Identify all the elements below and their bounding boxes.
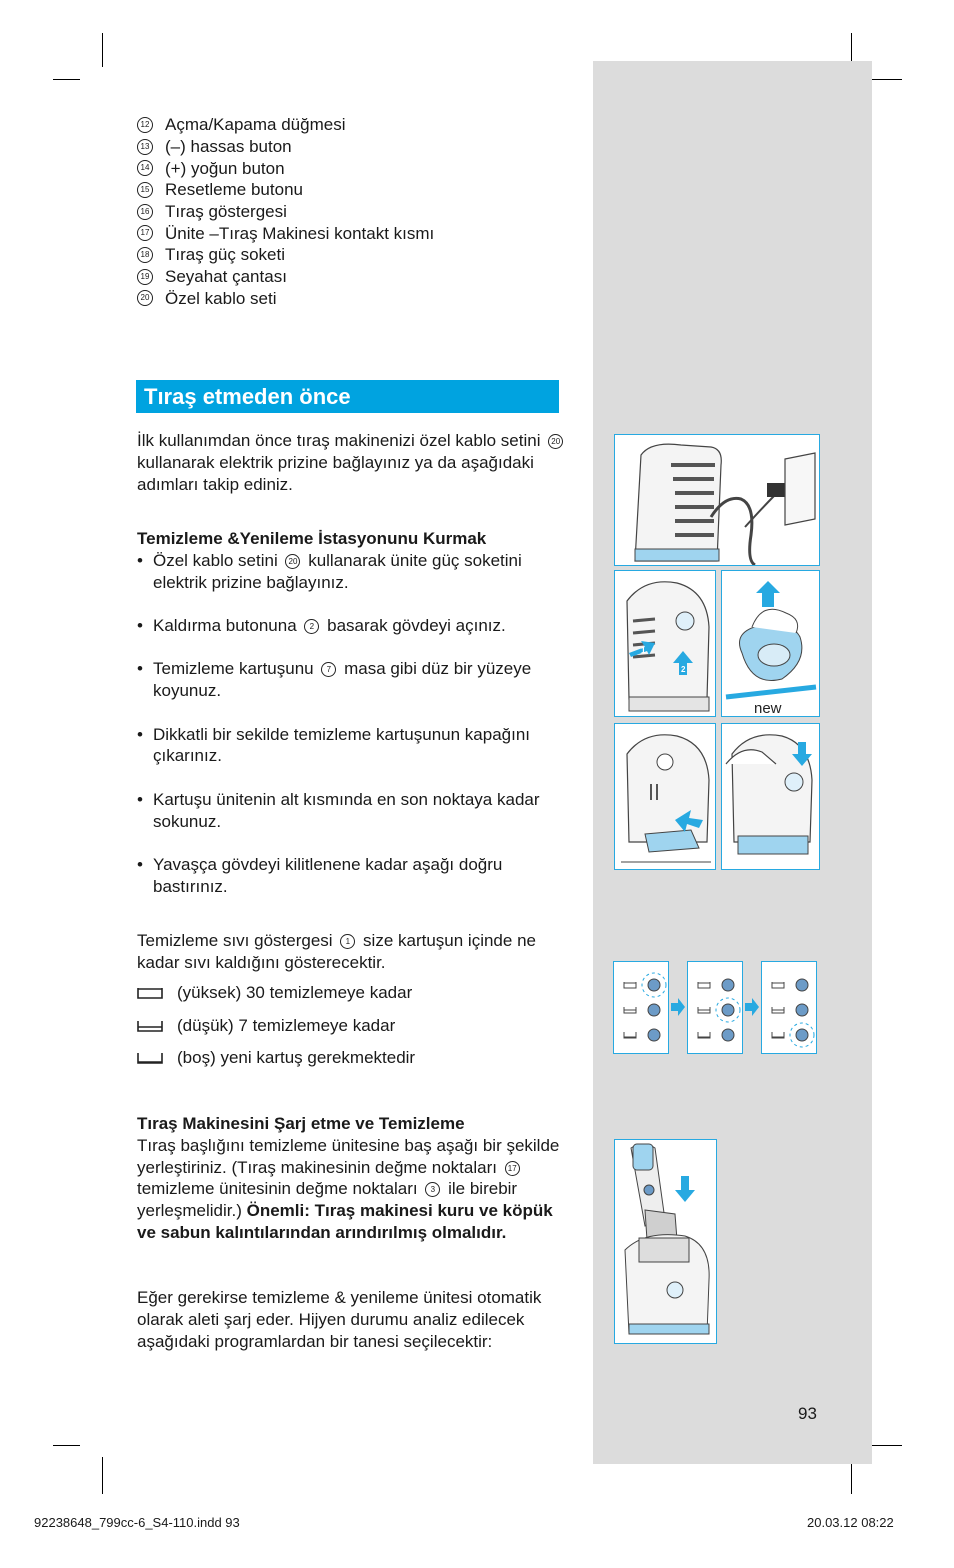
ref-number: 3	[425, 1182, 440, 1197]
step-text: Özel kablo setini	[153, 550, 278, 570]
part-number: 17	[137, 225, 153, 241]
charging-paragraph	[137, 1135, 567, 1244]
install-step	[137, 550, 567, 594]
new-label: new	[754, 700, 782, 717]
install-instructions	[137, 528, 567, 919]
level-high-icon	[137, 986, 163, 1000]
arrow-right-icon	[745, 998, 759, 1016]
parts-list	[137, 114, 577, 309]
parts-list-item	[137, 201, 577, 223]
ref-number: 1	[340, 934, 355, 949]
figure-press-down	[721, 723, 820, 870]
parts-list-item	[137, 179, 577, 201]
indicator-paragraph	[137, 930, 567, 974]
figure-level-low	[687, 961, 743, 1054]
figure-open-station	[614, 570, 716, 717]
install-steps	[137, 550, 567, 898]
auto-charge-text: Eğer gerekirse temizleme & yenileme ünitesi otomatik olarak aleti şarj eder. Hijyen durumu analiz edilecek aşağıdaki programlardan bir tanesi seçilecektir:	[137, 1288, 542, 1351]
section-title: Tıraş etmeden önce	[144, 384, 351, 409]
step-text: Temizleme kartuşunu	[153, 659, 314, 679]
ref-number: 20	[285, 554, 300, 569]
part-label: (+) yoğun buton	[165, 158, 285, 178]
indicator-text: Temizleme sıvı göstergesi	[137, 931, 333, 950]
intro-paragraph	[137, 430, 567, 495]
ref-number: 7	[321, 662, 336, 677]
level-list	[137, 977, 567, 1075]
figure-remove-lid	[721, 570, 820, 717]
part-number: 19	[137, 269, 153, 285]
level-row	[137, 1010, 567, 1043]
charging-warning: Önemli: Tıraş makinesi kuru ve köpük ve sabun kalıntılarından arındırılmış olmalıdır.	[137, 1201, 553, 1242]
crop-mark	[53, 79, 80, 80]
arrow-right-icon	[671, 998, 685, 1016]
step-text: Dikkatli bir sekilde temizleme kartuşunun kapağını çıkarınız.	[153, 724, 531, 766]
part-number: 15	[137, 182, 153, 198]
parts-list-item	[137, 266, 577, 288]
step-text: Kartuşu ünitenin alt kısmında en son noktaya kadar sokunuz.	[153, 789, 540, 831]
step-text: masa gibi düz bir yüzeye koyunuz.	[153, 659, 532, 701]
step-text: kullanarak ünite güç soketini elektrik prizine bağlayınız.	[153, 550, 522, 592]
crop-mark	[102, 33, 103, 67]
ref-number: 2	[304, 619, 319, 634]
part-number: 14	[137, 160, 153, 176]
parts-list-item	[137, 114, 577, 136]
step-text: Yavaşça gövdeyi kilitlenene kadar aşağı doğru bastırınız.	[153, 854, 503, 896]
charging-text: temizleme ünitesinin değme noktaları	[137, 1179, 418, 1199]
part-number: 13	[137, 139, 153, 155]
part-label: (–) hassas buton	[165, 137, 292, 157]
step-badge-2: 2	[681, 665, 686, 674]
ref-number: 20	[548, 434, 563, 449]
figure-insert-shaver	[614, 1139, 717, 1344]
level-empty-icon	[137, 1051, 163, 1065]
figure-insert-cartridge	[614, 723, 716, 870]
crop-mark	[53, 1445, 80, 1446]
install-heading: Temizleme &Yenileme İstasyonunu Kurmak	[137, 529, 487, 548]
parts-list-item	[137, 244, 577, 266]
auto-charge-paragraph	[137, 1287, 567, 1352]
part-label: Seyahat çantası	[165, 267, 287, 287]
part-number: 18	[137, 247, 153, 263]
part-label: Ünite –Tıraş Makinesi kontakt kısmı	[165, 223, 435, 243]
part-label: Tıraş göstergesi	[165, 202, 287, 222]
parts-list-item	[137, 136, 577, 158]
part-label: Resetleme butonu	[165, 180, 303, 200]
figure-level-high	[613, 961, 669, 1054]
step-text: Kaldırma butonuna	[153, 615, 297, 635]
figure-level-empty	[761, 961, 817, 1054]
step-badge-1: 1	[641, 646, 646, 655]
crop-mark	[102, 1457, 103, 1494]
section-header	[136, 380, 559, 413]
parts-list-item	[137, 157, 577, 179]
parts-list-item	[137, 222, 577, 244]
charging-text: ile birebir yerleşmelidir.)	[137, 1179, 518, 1221]
install-step	[137, 658, 567, 702]
install-step	[137, 615, 567, 637]
part-number: 12	[137, 117, 153, 133]
footer-date-time: 20.03.12 08:22	[807, 1515, 894, 1530]
level-label: (düşük) 7 temizlemeye kadar	[177, 1015, 396, 1035]
install-step	[137, 789, 567, 833]
level-label: (boş) yeni kartuş gerekmektedir	[177, 1048, 416, 1068]
charging-text: Tıraş başlığını temizleme ünitesine baş aşağı bir şekilde yerleştiriniz. (Tıraş makinesinin değme noktaları	[137, 1135, 560, 1177]
parts-list-item	[137, 288, 577, 310]
indicator-text: size kartuşun içinde ne kadar sıvı kaldığını gösterecektir.	[137, 931, 536, 972]
part-label: Tıraş güç soketi	[165, 245, 285, 265]
level-row	[137, 1042, 567, 1075]
part-label: Açma/Kapama düğmesi	[165, 115, 346, 135]
level-low-icon	[137, 1019, 163, 1033]
level-label: (yüksek) 30 temizlemeye kadar	[177, 983, 413, 1003]
part-label: Özel kablo seti	[165, 288, 277, 308]
intro-text: kullanarak elektrik prizine bağlayınız ya da aşağıdaki adımları takip ediniz.	[137, 452, 534, 494]
level-row	[137, 977, 567, 1010]
part-number: 16	[137, 204, 153, 220]
page-number: 93	[798, 1404, 817, 1423]
install-step	[137, 724, 567, 768]
footer-file-info: 92238648_799cc-6_S4-110.indd 93	[34, 1515, 240, 1530]
figure-plug-in	[614, 434, 820, 566]
install-step	[137, 854, 567, 898]
charging-heading: Tıraş Makinesini Şarj etme ve Temizleme	[137, 1114, 465, 1133]
ref-number: 17	[505, 1161, 520, 1176]
intro-text: İlk kullanımdan önce tıraş makinenizi özel kablo setini	[137, 431, 541, 450]
charging-instructions	[137, 1113, 567, 1244]
part-number: 20	[137, 290, 153, 306]
step-text: basarak gövdeyi açınız.	[327, 615, 506, 635]
